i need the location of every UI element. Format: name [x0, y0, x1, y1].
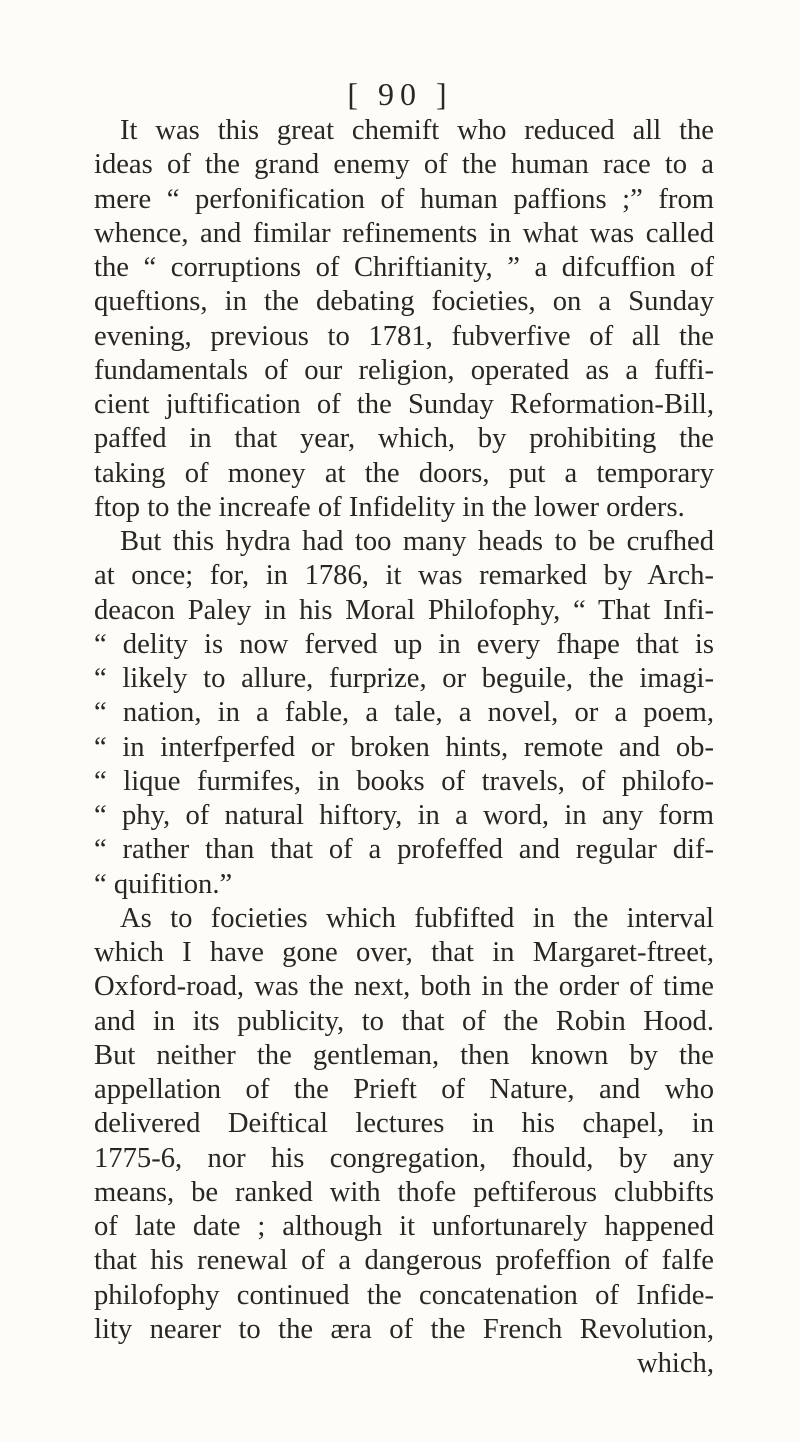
text-line: But neither the gentleman, then known by the [94, 1039, 714, 1071]
catchword: which, [636, 1348, 714, 1379]
text-line: fundamentals of our religion, operated as a fuffi- [94, 354, 714, 386]
text-line: It was this great chemift who reduced all the [120, 115, 714, 146]
text-line: evening, previous to 1781, fubverfive of all the [94, 320, 714, 352]
text-line: and in its publicity, to that of the Robin Hood. [94, 1005, 714, 1037]
text-line: “ in interfperfed or broken hints, remote and ob- [94, 731, 714, 763]
text-line: queftions, in the debating focieties, on a Sunday [94, 286, 714, 318]
text-line: philofophy continued the concatenation of Infide- [94, 1279, 714, 1311]
text-line: appellation of the Prieft of Nature, and who [94, 1074, 714, 1105]
text-line: taking of money at the doors, put a temporary [94, 457, 714, 489]
text-line: whence, and fimilar refinements in what was called [94, 217, 714, 249]
text-line: “ delity is now ferved up in every fhape that is [94, 628, 714, 660]
text-line: “ nation, in a fable, a tale, a novel, or a poem, [94, 697, 714, 729]
page-number-header: [ 90 ] [347, 76, 453, 112]
text-line: ideas of the grand enemy of the human race to a [94, 149, 714, 181]
text-line: Oxford-road, was the next, both in the order of time [94, 971, 714, 1003]
text-line: As to focieties which fubfifted in the interval [120, 902, 714, 934]
text-line: “ lique furmifes, in books of travels, of philofo- [94, 765, 714, 797]
text-line: “ quifition.” [94, 868, 233, 900]
text-line: paffed in that year, which, by prohibiting the [94, 423, 714, 455]
text-line: at once; for, in 1786, it was remarked by Arch- [94, 560, 714, 592]
text-line: delivered Deiftical lectures in his chapel, in [94, 1108, 714, 1140]
text-line: “ phy, of natural hiftory, in a word, in any form [94, 800, 714, 831]
text-line: mere “ perfonification of human paffions ;” from [94, 183, 714, 215]
text-line: the “ corruptions of Chriftianity, ” a difcuffion of [94, 252, 714, 283]
text-line: means, be ranked with thofe peftiferous clubbifts [94, 1176, 714, 1208]
text-line: “ likely to allure, furprize, or beguile, the imagi- [94, 663, 714, 694]
text-line: “ rather than that of a profeffed and regular dif- [94, 834, 714, 866]
text-line: ftop to the increafe of Infidelity in the lower orders. [94, 491, 685, 523]
text-line: lity nearer to the æra of the French Revolution, [94, 1313, 714, 1345]
text-line: of late date ; although it unfortunarely happened [94, 1211, 714, 1242]
text-line: 1775-6, nor his congregation, fhould, by any [94, 1142, 714, 1174]
text-line: which I have gone over, that in Margaret-ftreet, [94, 937, 714, 968]
text-line: deacon Paley in his Moral Philofophy, “ That Infi- [94, 594, 714, 626]
text-line: But this hydra had too many heads to be crufhed [120, 526, 714, 557]
body-text [94, 114, 714, 1381]
text-line: that his renewal of a dangerous profeffion of falfe [94, 1245, 714, 1277]
text-line: cient juftification of the Sunday Reformation-Bill, [94, 389, 714, 420]
